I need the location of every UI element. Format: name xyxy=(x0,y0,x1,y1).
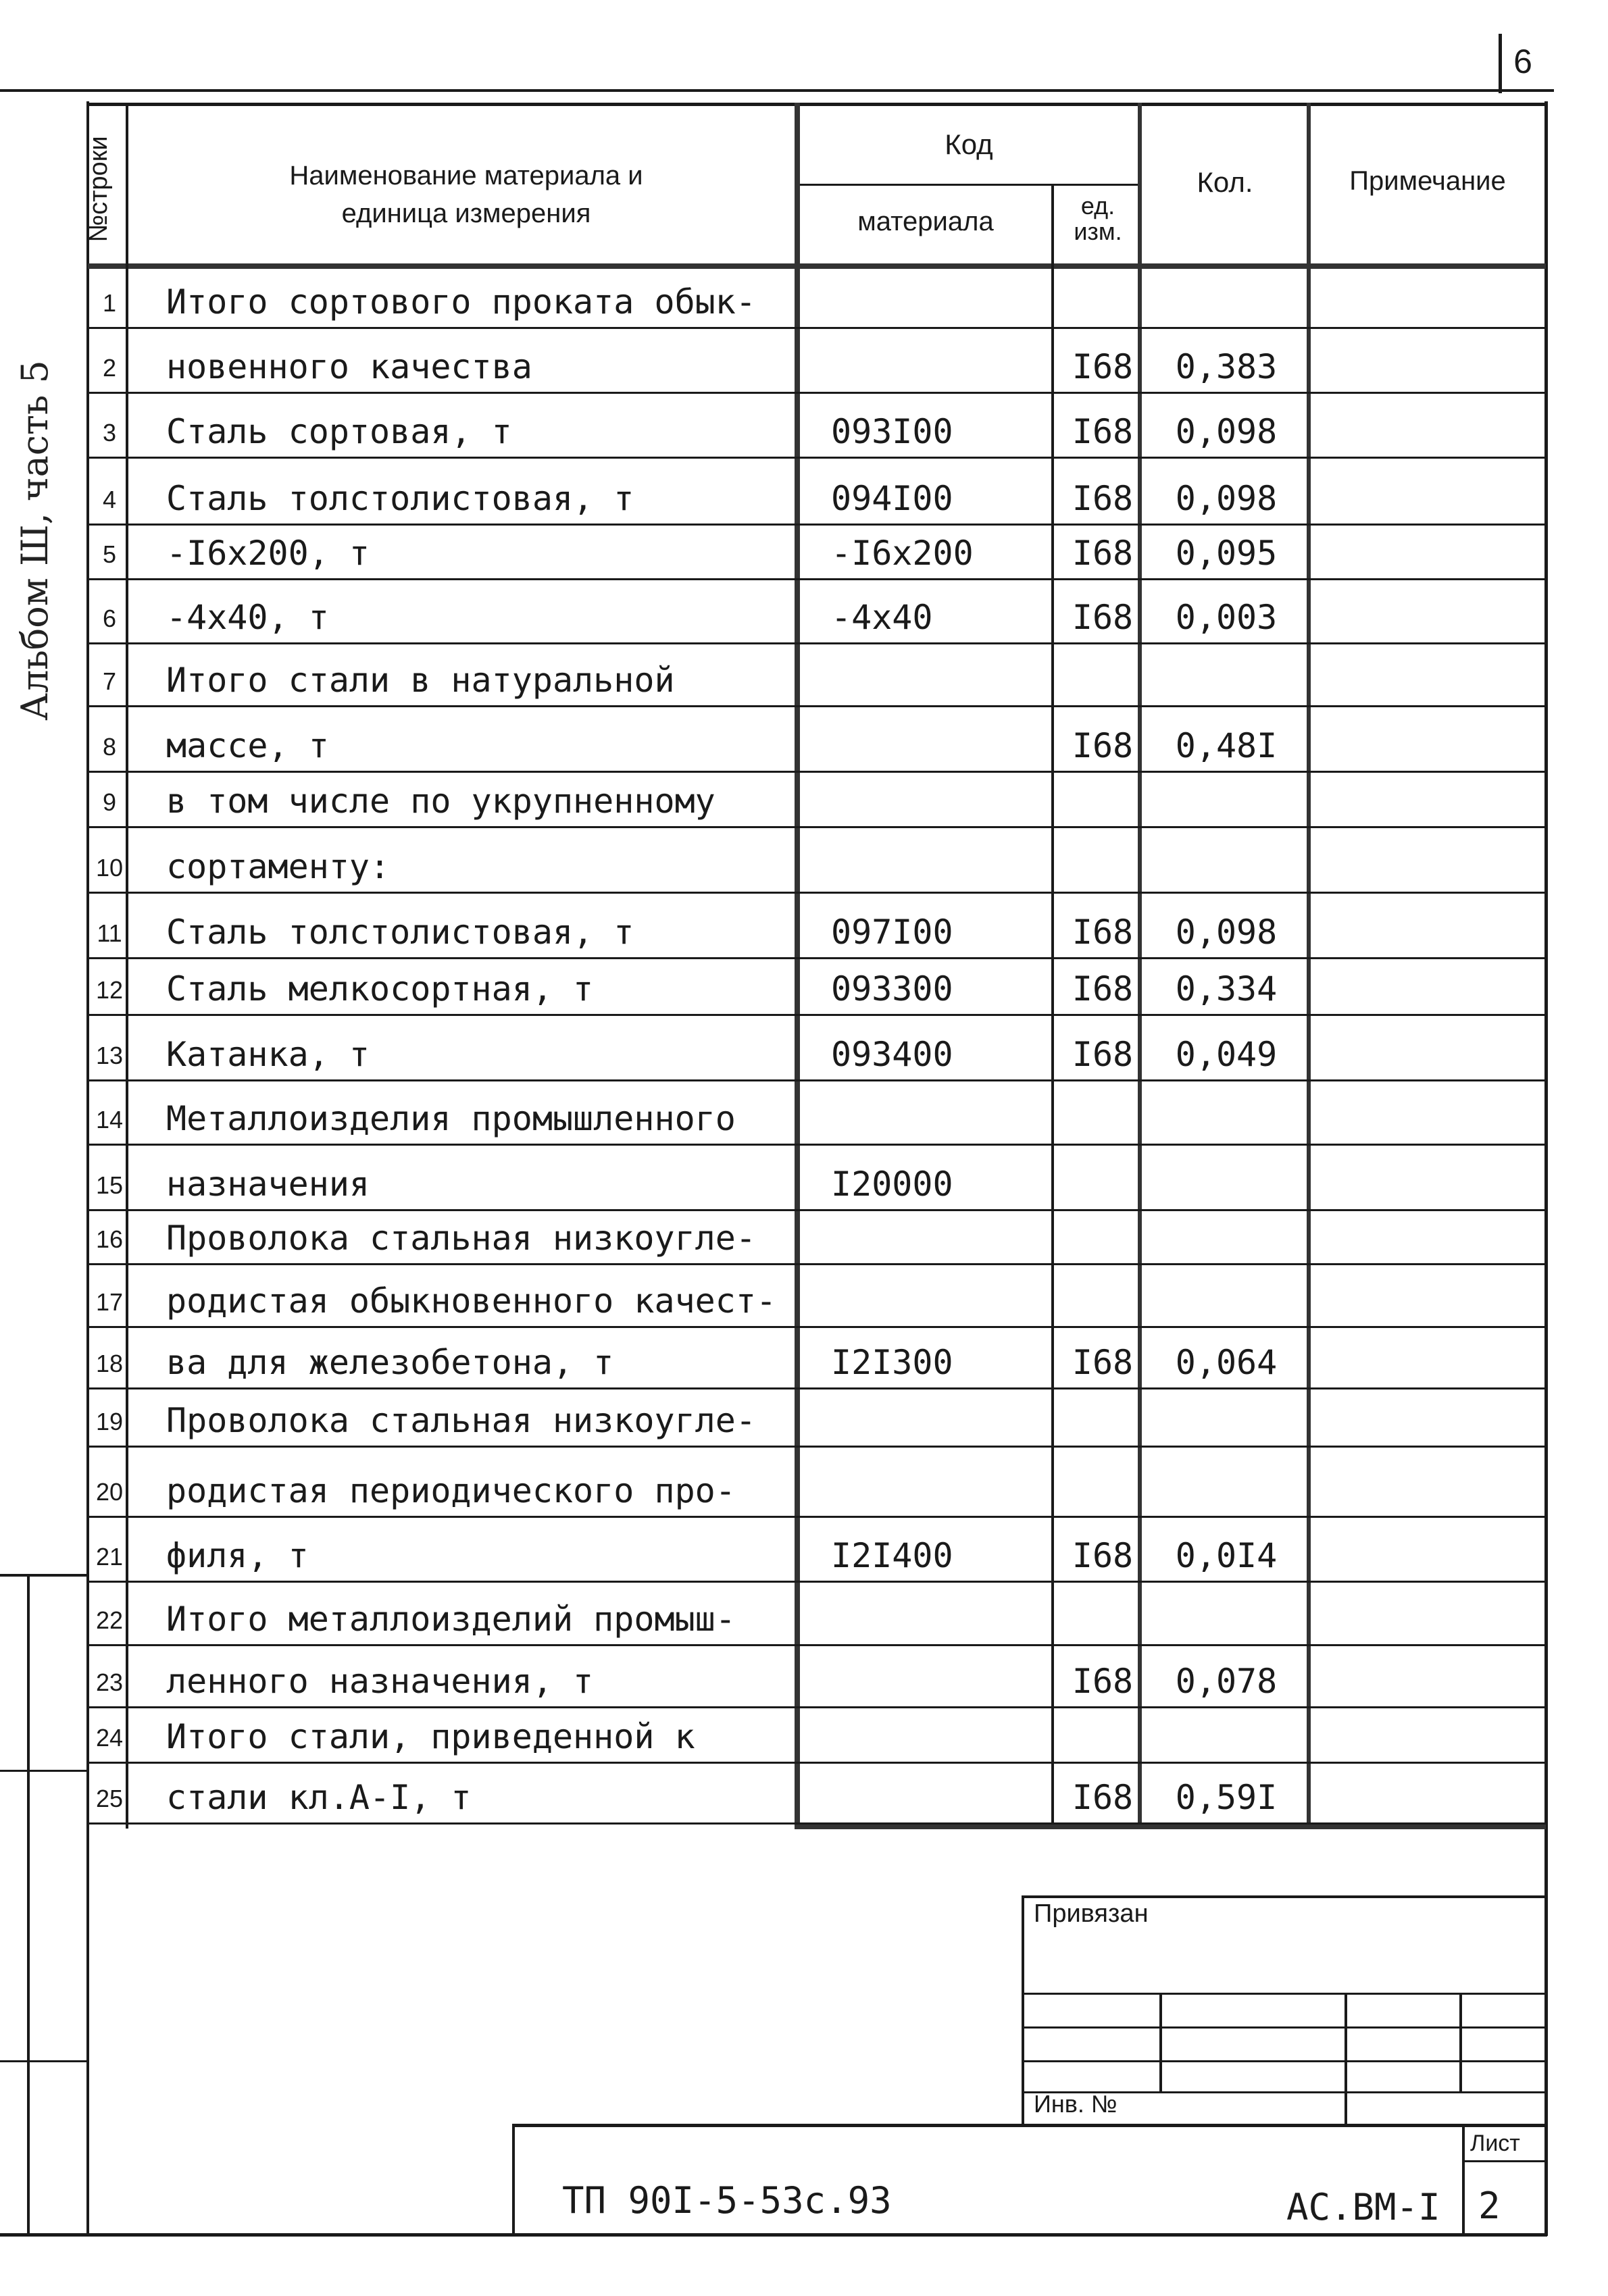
row-name: родистая периодического про- xyxy=(166,1471,736,1510)
row-name: назначения xyxy=(166,1165,370,1204)
frame-top-line xyxy=(0,89,1554,92)
page-number: 6 xyxy=(1513,43,1532,80)
privyazan-label: Привязан xyxy=(1034,1899,1149,1928)
table-row xyxy=(88,705,1546,771)
row-quantity: 0,334 xyxy=(1175,969,1278,1009)
code-subheader-line xyxy=(797,184,1140,186)
row-unit-code: I68 xyxy=(1072,913,1134,952)
row-name: Сталь толстолистовая, т xyxy=(166,479,634,518)
row-number: 17 xyxy=(95,1288,124,1316)
row-material-code: 093300 xyxy=(831,969,953,1009)
row-number: 8 xyxy=(102,733,117,761)
header-name xyxy=(135,157,797,232)
table-row xyxy=(88,1762,1546,1822)
table-row xyxy=(88,524,1546,578)
row-name: массе, т xyxy=(166,726,329,765)
sheet-number: 2 xyxy=(1478,2185,1501,2227)
row-material-code: 097I00 xyxy=(831,913,953,952)
row-unit-code: I68 xyxy=(1072,412,1134,451)
table-row xyxy=(88,1209,1546,1263)
header-code: Код xyxy=(945,128,993,160)
row-name: родистая обыкновенного качест- xyxy=(166,1281,777,1321)
row-number: 16 xyxy=(95,1225,124,1253)
row-quantity: 0,064 xyxy=(1175,1343,1278,1382)
row-name: сортаменту: xyxy=(166,847,391,886)
row-material-code: 093400 xyxy=(831,1035,953,1074)
table-row xyxy=(88,269,1546,327)
row-number: 15 xyxy=(95,1171,124,1199)
stamp-grid-line3 xyxy=(1022,2060,1546,2062)
binding-strip-mark1 xyxy=(0,1770,88,1772)
table-row xyxy=(88,578,1546,642)
row-name: Итого металлоизделий промыш- xyxy=(166,1600,736,1639)
table-row xyxy=(88,1014,1546,1079)
row-number: 20 xyxy=(95,1478,124,1506)
frame-bottom-line xyxy=(0,2233,1547,2237)
row-number: 10 xyxy=(95,854,124,882)
row-number: 18 xyxy=(95,1350,124,1377)
row-material-code: -4х40 xyxy=(831,598,933,637)
row-number: 12 xyxy=(95,976,124,1004)
stamp-grid-line2 xyxy=(1022,2026,1546,2029)
row-unit-code: I68 xyxy=(1072,1778,1134,1817)
table-row xyxy=(88,1263,1546,1326)
row-material-code: I2I400 xyxy=(831,1536,953,1575)
row-divider xyxy=(88,1822,1546,1825)
table-row xyxy=(88,1581,1546,1644)
header-note: Примечание xyxy=(1349,166,1506,196)
table-row xyxy=(88,1144,1546,1209)
row-name: стали кл.А-I, т xyxy=(166,1778,472,1817)
row-unit-code: I68 xyxy=(1072,598,1134,637)
row-number: 4 xyxy=(102,486,117,513)
document-code: ТП 90I-5-53с.93 xyxy=(562,2179,892,2222)
row-name: -4х40, т xyxy=(166,598,329,637)
row-quantity: 0,383 xyxy=(1175,347,1278,386)
table-bottom-border xyxy=(795,1824,1546,1829)
row-name: Сталь сортовая, т xyxy=(166,412,512,451)
row-quantity: 0,0I4 xyxy=(1175,1536,1278,1575)
row-unit-code: I68 xyxy=(1072,1035,1134,1074)
table-row xyxy=(88,1446,1546,1516)
row-quantity: 0,48I xyxy=(1175,726,1278,765)
row-number: 7 xyxy=(102,667,117,695)
row-unit-code: I68 xyxy=(1072,479,1134,518)
table-row xyxy=(88,327,1546,392)
binding-strip-mark2 xyxy=(0,2060,88,2062)
row-quantity: 0,095 xyxy=(1175,534,1278,573)
table-row xyxy=(88,642,1546,705)
header-row-no: №строки xyxy=(84,136,113,243)
titlebar-top-line xyxy=(512,2124,1546,2127)
stamp-top-line xyxy=(1022,1895,1546,1898)
row-quantity: 0,098 xyxy=(1175,913,1278,952)
stamp-grid-line1 xyxy=(1022,1993,1546,1995)
row-unit-code: I68 xyxy=(1072,1343,1134,1382)
table-row xyxy=(88,1706,1546,1762)
header-code-unit xyxy=(1055,193,1140,245)
table-row xyxy=(88,892,1546,957)
row-material-code: I20000 xyxy=(831,1165,953,1204)
row-number: 6 xyxy=(102,605,117,632)
row-name: Металлоизделия промышленного xyxy=(166,1099,736,1138)
row-number: 1 xyxy=(102,289,117,317)
row-number: 25 xyxy=(95,1785,124,1812)
row-material-code: I2I300 xyxy=(831,1343,953,1382)
row-quantity: 0,59I xyxy=(1175,1778,1278,1817)
table-row xyxy=(88,1079,1546,1144)
row-name: Сталь мелкосортная, т xyxy=(166,969,594,1009)
row-name: Итого сортового проката обык- xyxy=(166,282,756,322)
sheet-col-line xyxy=(1462,2124,1465,2236)
row-number: 5 xyxy=(102,540,117,568)
row-unit-code: I68 xyxy=(1072,347,1134,386)
row-name: Сталь толстолистовая, т xyxy=(166,913,634,952)
table-top-border xyxy=(88,103,1546,106)
table-row xyxy=(88,826,1546,892)
row-quantity: 0,049 xyxy=(1175,1035,1278,1074)
table-row xyxy=(88,1387,1546,1446)
row-number: 21 xyxy=(95,1543,124,1571)
stamp-left-line xyxy=(1022,1895,1024,2125)
row-material-code: 094I00 xyxy=(831,479,953,518)
sheet-label: Лист xyxy=(1470,2131,1520,2156)
row-number: 23 xyxy=(95,1668,124,1696)
row-number: 3 xyxy=(102,419,117,447)
row-name: Проволока стальная низкоугле- xyxy=(166,1219,756,1258)
row-name: в том числе по укрупненному xyxy=(166,782,715,821)
row-name: Проволока стальная низкоугле- xyxy=(166,1401,756,1440)
stamp-grid-col1 xyxy=(1159,1993,1162,2091)
row-quantity: 0,098 xyxy=(1175,479,1278,518)
header-code-unit-line1: ед. xyxy=(1080,192,1115,220)
row-number: 24 xyxy=(95,1724,124,1752)
row-unit-code: I68 xyxy=(1072,969,1134,1009)
header-qty: Кол. xyxy=(1197,166,1253,198)
header-bottom-border xyxy=(88,263,1546,269)
stamp-grid-col3 xyxy=(1459,1993,1462,2091)
row-number: 9 xyxy=(102,788,117,816)
sheet-code: АС.ВМ-I xyxy=(1286,2186,1440,2228)
inv-no-label: Инв. № xyxy=(1034,2090,1117,2118)
row-unit-code: I68 xyxy=(1072,1536,1134,1575)
table-row xyxy=(88,1644,1546,1706)
row-number: 19 xyxy=(95,1408,124,1435)
table-row xyxy=(88,771,1546,826)
row-name: филя, т xyxy=(166,1536,309,1575)
album-side-label: Альбом Ш, часть 5 xyxy=(14,360,56,721)
row-quantity: 0,003 xyxy=(1175,598,1278,637)
header-code-unit-line2: изм. xyxy=(1074,218,1122,245)
row-unit-code: I68 xyxy=(1072,726,1134,765)
row-quantity: 0,078 xyxy=(1175,1662,1278,1701)
header-code-material: материала xyxy=(857,207,994,236)
row-number: 13 xyxy=(95,1042,124,1069)
row-name: Итого стали, приведенной к xyxy=(166,1717,695,1756)
table-row xyxy=(88,957,1546,1014)
row-name: Итого стали в натуральной xyxy=(166,661,675,700)
table-row xyxy=(88,1516,1546,1581)
row-unit-code: I68 xyxy=(1072,534,1134,573)
row-material-code: -I6х200 xyxy=(831,534,974,573)
header-name-line1: Наименование материала и xyxy=(289,161,643,190)
binding-strip-top xyxy=(0,1574,88,1577)
row-name: Катанка, т xyxy=(166,1035,370,1074)
table-row xyxy=(88,457,1546,524)
binding-strip-line xyxy=(27,1574,30,2236)
row-number: 11 xyxy=(97,919,122,947)
row-number: 22 xyxy=(95,1606,124,1634)
row-number: 14 xyxy=(95,1106,124,1133)
row-name: ленного назначения, т xyxy=(166,1662,594,1701)
row-name: ва для железобетона, т xyxy=(166,1343,614,1382)
row-number: 2 xyxy=(102,354,117,382)
header-name-line2: единица измерения xyxy=(341,199,591,228)
titlebar-left-line xyxy=(512,2124,515,2236)
row-unit-code: I68 xyxy=(1072,1662,1134,1701)
row-quantity: 0,098 xyxy=(1175,412,1278,451)
table-row xyxy=(88,1326,1546,1387)
row-name: новенного качества xyxy=(166,347,532,386)
row-material-code: 093I00 xyxy=(831,412,953,451)
table-row xyxy=(88,392,1546,457)
sheet-label-line xyxy=(1462,2160,1546,2162)
row-name: -I6х200, т xyxy=(166,534,370,573)
stamp-grid-col2 xyxy=(1345,1993,1347,2125)
